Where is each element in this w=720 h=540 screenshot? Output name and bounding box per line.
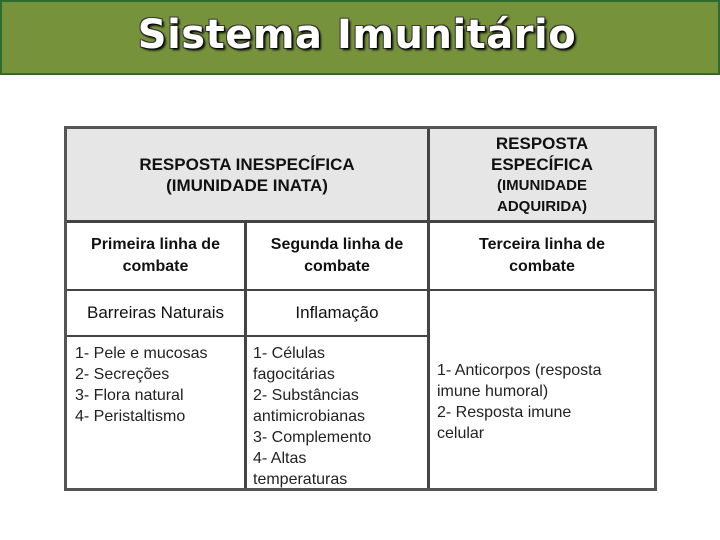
slide-title: Sistema Imunitário <box>137 12 577 58</box>
header-specific-line1: RESPOSTA <box>495 133 589 153</box>
header-nonspecific <box>67 129 427 220</box>
list-item: fagocitárias <box>253 366 335 383</box>
header-specific-line2: ESPECÍFICA <box>490 154 594 174</box>
list-item: antimicrobianas <box>253 408 366 425</box>
list-item: temperaturas <box>253 471 348 488</box>
divider-titles-left <box>67 289 427 291</box>
col1-list <box>75 343 243 483</box>
list-item: 4- Altas <box>253 450 307 467</box>
header-specific-line4: ADQUIRIDA) <box>497 197 587 215</box>
list-item: 3- Flora natural <box>75 387 184 404</box>
list-item: 2- Substâncias <box>253 387 359 404</box>
col3-title <box>430 223 654 289</box>
col3-list <box>437 360 653 460</box>
col2-title-line1: Segunda linha de <box>270 236 404 253</box>
col3-title-line2: combate <box>509 258 575 275</box>
immune-response-table <box>64 126 657 491</box>
col2-list <box>253 343 425 489</box>
header-nonspecific-line1: RESPOSTA INESPECÍFICA <box>139 154 355 174</box>
list-item: 1- Anticorpos (resposta <box>437 362 602 379</box>
list-item: celular <box>437 425 485 442</box>
col2-title <box>247 223 427 289</box>
list-item: 2- Resposta imune <box>437 404 572 421</box>
col2-subtitle: Inflamação <box>295 303 379 322</box>
col1-title-line1: Primeira linha de <box>91 236 220 253</box>
list-item: imune humoral) <box>437 383 549 400</box>
col1-title-line2: combate <box>122 258 189 275</box>
title-bar <box>0 0 720 75</box>
col2-title-line2: combate <box>304 258 370 275</box>
divider-vertical-main <box>427 129 430 488</box>
divider-titles-right <box>430 289 654 291</box>
col3-title-line1: Terceira linha de <box>479 236 605 253</box>
divider-header <box>67 220 654 223</box>
divider-vertical-left <box>244 223 247 488</box>
list-item: 3- Complemento <box>253 429 372 446</box>
header-nonspecific-line2: (IMUNIDADE INATA) <box>166 175 328 195</box>
col1-title <box>67 223 244 289</box>
list-item: 2- Secreções <box>75 366 170 383</box>
list-item: 4- Peristaltismo <box>75 408 186 425</box>
header-specific <box>430 129 654 220</box>
list-item: 1- Pele e mucosas <box>75 345 208 362</box>
divider-subtitles <box>67 335 427 337</box>
col1-subtitle: Barreiras Naturais <box>87 303 224 322</box>
header-specific-line3: (IMUNIDADE <box>497 176 587 194</box>
list-item: 1- Células <box>253 345 326 362</box>
